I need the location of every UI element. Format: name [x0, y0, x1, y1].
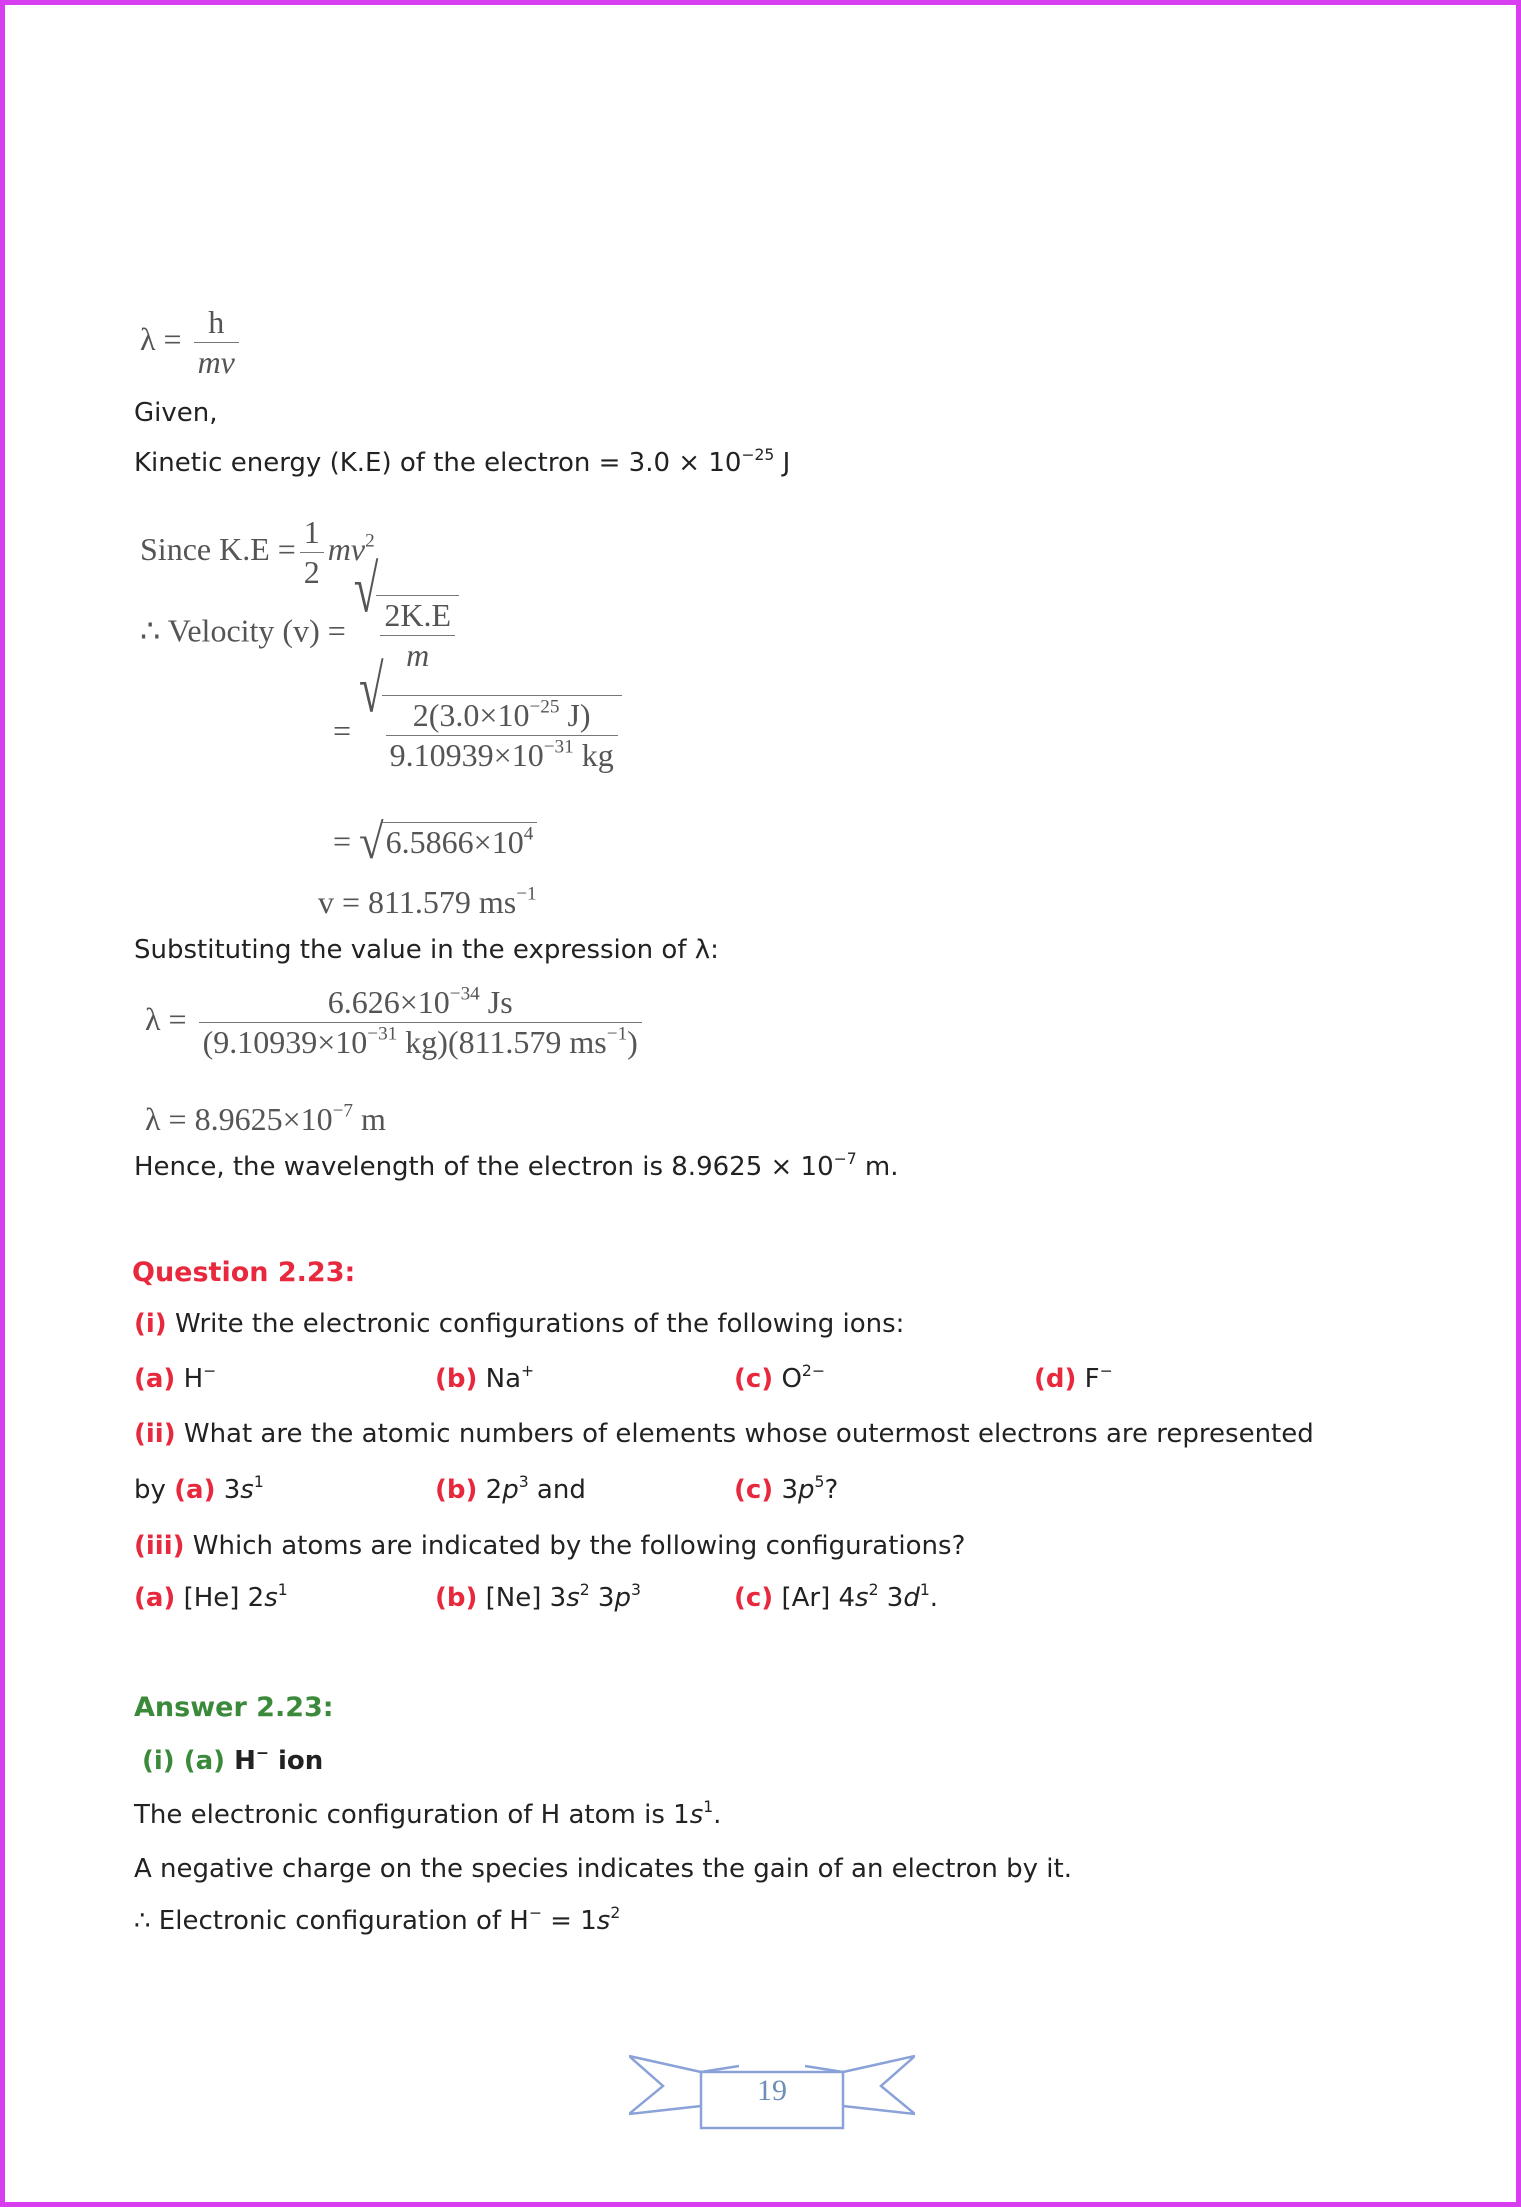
- answer-line-2: A negative charge on the species indicates the gain of an electron by it.: [134, 1854, 1072, 1884]
- question-ii-item-b: (b) $2p^3$ and: [435, 1473, 586, 1505]
- question-ii-item-c: (c) $3p^5$?: [734, 1473, 839, 1505]
- formula-velocity: ∴ Velocity (v) = √ $\frac{2K.E}{m}$: [140, 595, 459, 673]
- formula-since-ke: Since K.E = $\frac{1}{2}$ $mv^2$: [140, 514, 375, 591]
- answer-subheading: (i) (a) H− ion: [142, 1744, 324, 1776]
- answer-line-3: ∴ Electronic configuration of $H^- = 1s^2$: [134, 1904, 621, 1936]
- question-iii-item-b: (b) [Ne] $3s^2$ $3p^3$: [435, 1581, 641, 1613]
- text-kinetic-energy: Kinetic energy (K.E) of the electron = $3.0 \times 10^{-25}$ J: [134, 446, 791, 478]
- answer-line-1: The electronic configuration of H atom is $1s^1$.: [134, 1798, 722, 1830]
- question-i-item-b: (b) Na+: [435, 1362, 535, 1394]
- formula-velocity-step3: = √ $6.5866\times 10^4$: [333, 822, 537, 867]
- question-part-ii: (ii) What are the atomic numbers of elements whose outermost electrons are represented: [134, 1419, 1314, 1449]
- question-i-item-c: (c) $O^{2-}$: [734, 1362, 825, 1394]
- formula-velocity-step2: = √ $\frac{2(3.0\times 10^{-25} J)}{9.10939\times 10^{-31} kg}$: [333, 695, 622, 773]
- formula-lambda-definition: λ = $\frac{h}{mv}$: [140, 305, 243, 380]
- formula-lambda-substituted: λ = $\frac{6.626\times 10^{-34} Js}{(9.10939\times 10^{-31} kg)(811.579 ms^{-1})}$: [145, 985, 646, 1060]
- question-part-i: (i) Write the electronic configurations of the following ions:: [134, 1309, 905, 1339]
- page-number-badge: [629, 2052, 915, 2132]
- question-i-item-a: (a) H−: [134, 1362, 217, 1394]
- text-given: Given,: [134, 398, 218, 428]
- answer-title: Answer 2.23:: [134, 1692, 334, 1723]
- page-number: 19: [757, 2074, 787, 2107]
- formula-velocity-result: v = 811.579 $ms^{-1}$: [318, 883, 537, 920]
- text-hence: Hence, the wavelength of the electron is $8.9625 \times 10^{-7}$ m.: [134, 1150, 899, 1182]
- question-iii-item-a: (a) [He] $2s^1$: [134, 1581, 288, 1613]
- question-part-iii: (iii) Which atoms are indicated by the following configurations?: [134, 1531, 966, 1561]
- question-ii-item-a: by (a) $3s^1$: [134, 1473, 264, 1505]
- question-title: Question 2.23:: [132, 1257, 356, 1288]
- formula-lambda-result: $\lambda = 8.9625\times 10^{-7}$ m: [145, 1100, 386, 1137]
- question-iii-item-c: (c) [Ar] $4s^2$ $3d^1$.: [734, 1581, 939, 1613]
- question-i-item-d: (d) F−: [1034, 1362, 1113, 1394]
- text-substituting: Substituting the value in the expression of λ:: [134, 935, 719, 965]
